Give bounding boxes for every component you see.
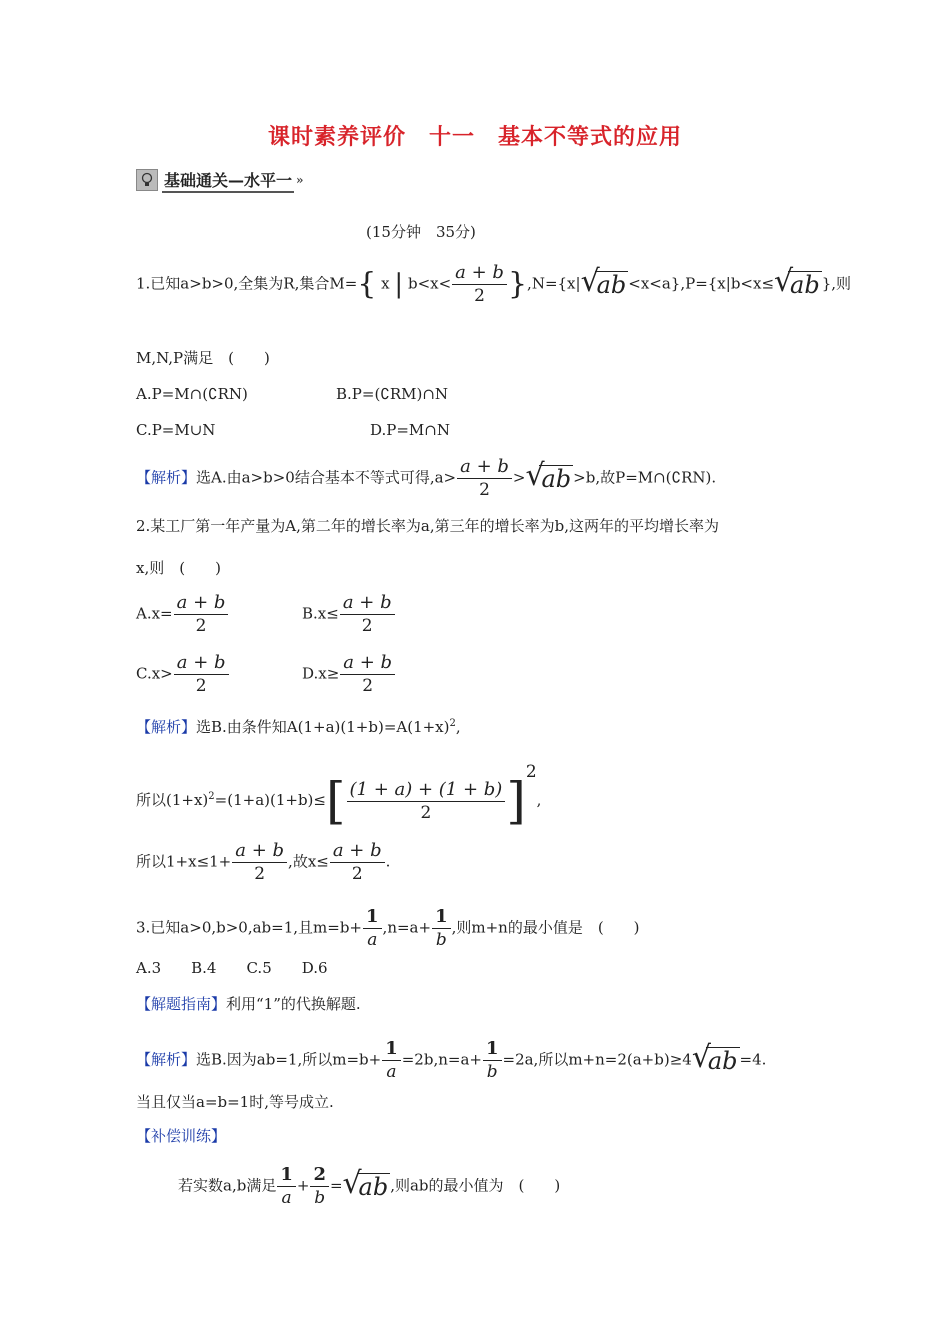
fraction-den: 2	[340, 614, 395, 637]
fraction-den: b	[432, 928, 451, 951]
fraction-1-over-a	[363, 906, 382, 951]
bar-symbol: |	[394, 269, 404, 300]
q1-option-c: C.P=M∪N	[136, 421, 216, 439]
q3-analysis	[136, 1038, 766, 1083]
set-cond: b<x<	[407, 274, 452, 293]
analysis-text: ,故x≤	[288, 852, 329, 871]
q2-option-d	[302, 652, 396, 697]
bracket-close: ]	[506, 772, 526, 830]
fraction-2-over-b	[310, 1164, 329, 1209]
page-title: 课时素养评价 十一 基本不等式的应用	[267, 125, 682, 150]
set-var: x	[381, 274, 390, 293]
radical-sign: √	[342, 1166, 362, 1201]
fraction-num: a + b	[342, 592, 392, 613]
bracket-open: [	[325, 772, 346, 830]
analysis-text: >b,故P=M∩(∁RN).	[573, 468, 717, 487]
q1-option-d: D.P=M∩N	[370, 421, 450, 439]
analysis-text: 选A.由a>b>0结合基本不等式可得,a>	[196, 468, 457, 487]
fraction-a-plus-b-over-2	[452, 262, 507, 307]
analysis-text: ,	[455, 718, 461, 736]
practice-tag: 【补偿训练】	[136, 1127, 227, 1145]
analysis-text: =2a,所以m+n=2(a+b)≥4	[502, 1050, 692, 1069]
q3-stem	[136, 906, 640, 951]
practice-question	[178, 1164, 560, 1209]
fraction-den: 2	[452, 284, 507, 307]
fraction-num: a + b	[343, 652, 393, 673]
q1-stem-line2: M,N,P满足 ( )	[136, 349, 270, 367]
fraction-num: 1	[435, 906, 448, 927]
fraction-den: b	[310, 1186, 329, 1209]
q2-analysis-line1	[136, 714, 461, 737]
radicand: ab	[358, 1173, 389, 1201]
lightbulb-icon	[136, 169, 158, 191]
analysis-tag: 【解析】	[136, 468, 197, 487]
fraction-num: a + b	[332, 840, 382, 861]
fraction-1-over-a	[382, 1038, 401, 1083]
analysis-tag: 【解析】	[136, 1050, 197, 1069]
fraction-num: 2	[313, 1164, 326, 1185]
q2-option-c	[136, 652, 230, 697]
fraction-num: a + b	[455, 262, 504, 283]
fraction-a-plus-b-over-2	[330, 840, 385, 885]
p-set-text: <x<a},P={x|b<x≤	[628, 274, 775, 293]
fraction-a-plus-b-over-2	[457, 456, 512, 501]
fraction-den: 2	[457, 478, 512, 501]
fraction-num: a + b	[176, 592, 226, 613]
q3-practice-tag	[136, 1126, 226, 1146]
fraction-den: 2	[330, 862, 385, 885]
fraction-den: 2	[174, 614, 229, 637]
fraction-num: (1 + a) + (1 + b)	[349, 778, 503, 800]
q3-guide	[136, 994, 361, 1014]
radical-sign: √	[774, 264, 794, 299]
exponent: 2	[449, 718, 456, 729]
analysis-text: =2b,n=a+	[401, 1050, 482, 1069]
q2-analysis-line2: 所以$(1+x)^2=(1+a)(1+b)\le$[ $\frac{(1 + a) + (1 + b)}{2}$ ]$^2$,	[136, 762, 542, 830]
q3-options: A.3 B.4 C.5 D.6	[136, 959, 328, 977]
q1-stem-line1	[136, 262, 851, 307]
q1-analysis: 【解析】选A.由a>b>0结合基本不等式可得,a> $\frac{a + b}{2}$ > √ ab >b,故P=M∩(∁RN).	[136, 456, 717, 500]
fraction-num: 1	[366, 906, 379, 927]
practice-text: ,则ab的最小值为 ( )	[390, 1176, 561, 1195]
exponent: 2	[525, 762, 537, 782]
radical-sign: √	[525, 458, 545, 493]
fraction-1-over-a	[277, 1164, 296, 1209]
guide-tag: 【解题指南】	[136, 995, 227, 1013]
sqrt-ab	[342, 1166, 391, 1201]
guide-text: 利用“1”的代换解题.	[226, 995, 361, 1013]
q3-text: 3.已知a>0,b>0,ab=1,且m=b+	[136, 918, 363, 937]
q3-text: ,则m+n的最小值是 ( )	[451, 918, 640, 937]
q1-option-a: A.P=M∩(∁RN)	[136, 385, 248, 403]
radicand: ab	[707, 1047, 738, 1075]
option-label: B.x≤	[302, 604, 339, 623]
option-label: A.x=	[136, 604, 173, 623]
fraction-num: 1	[280, 1164, 293, 1185]
section-banner	[136, 168, 304, 192]
double-chevron-icon: »	[296, 173, 304, 187]
radicand: ab	[790, 271, 820, 299]
radical-sign: √	[580, 264, 600, 299]
fraction-1-over-b	[483, 1038, 502, 1083]
sqrt-ab	[691, 1040, 740, 1075]
brace-open: {	[357, 266, 377, 302]
q2-stem-line1: 2.某工厂第一年产量为A,第二年的增长率为a,第三年的增长率为b,这两年的平均增长率为	[136, 517, 719, 535]
fraction-a-plus-b-over-2	[340, 592, 395, 637]
analysis-text: 所以(1+x)	[136, 791, 209, 809]
sqrt-ab	[525, 458, 573, 493]
option-label: D.x≥	[302, 664, 340, 683]
analysis-text: .	[385, 852, 391, 871]
fraction-1-over-b	[432, 906, 451, 951]
analysis-text: 选B.因为ab=1,所以m=b+	[196, 1050, 382, 1069]
fraction-den: 2	[340, 674, 395, 697]
q2-analysis-line3	[136, 840, 390, 885]
fraction-a-plus-b-over-2	[232, 840, 287, 885]
fraction-sum-over-2	[347, 779, 506, 824]
fraction-num: 1	[385, 1038, 398, 1059]
fraction-den: a	[363, 928, 382, 951]
fraction-den: a	[382, 1060, 401, 1083]
option-label: C.x>	[136, 664, 173, 683]
fraction-a-plus-b-over-2	[174, 592, 229, 637]
q1-option-b: B.P=(∁RM)∩N	[336, 385, 449, 403]
radicand: ab	[596, 271, 627, 299]
q2-option-b	[302, 592, 396, 637]
exponent: 2	[208, 791, 215, 802]
practice-text: +	[296, 1176, 310, 1195]
analysis-text: =(1+a)(1+b)≤	[214, 791, 326, 809]
practice-text: =	[329, 1176, 343, 1195]
radical-sign: √	[691, 1040, 711, 1075]
analysis-text: =4.	[739, 1050, 767, 1069]
q3-equality-note: 当且仅当a=b=1时,等号成立.	[136, 1093, 334, 1111]
fraction-a-plus-b-over-2	[174, 652, 229, 697]
q3-text: ,n=a+	[382, 918, 432, 937]
section-title: 基础通关—水平一	[162, 168, 294, 193]
fraction-num: a + b	[460, 456, 509, 477]
sqrt-ab	[580, 264, 629, 299]
q2-option-a	[136, 592, 229, 637]
brace-close: }	[507, 266, 528, 302]
radicand: ab	[541, 465, 572, 493]
analysis-text: 所以1+x≤1+	[136, 852, 232, 871]
practice-text: 若实数a,b满足	[178, 1176, 277, 1195]
fraction-den: 2	[232, 862, 287, 885]
q1-end-text: },则	[821, 274, 852, 293]
q1-stem-text: 1.已知a>b>0,全集为R,集合M=	[136, 274, 358, 293]
fraction-num: a + b	[235, 840, 285, 861]
fraction-den: b	[483, 1060, 502, 1083]
q2-stem-line2: x,则 ( )	[136, 559, 221, 577]
fraction-den: a	[277, 1186, 296, 1209]
time-note: (15分钟 35分)	[366, 223, 476, 241]
analysis-text: 选B.由条件知A(1+a)(1+b)=A(1+x)	[196, 718, 450, 736]
fraction-a-plus-b-over-2	[340, 652, 395, 697]
fraction-den: 2	[347, 801, 506, 824]
fraction-num: 1	[485, 1038, 499, 1059]
fraction-den: 2	[174, 674, 229, 697]
analysis-tag: 【解析】	[136, 718, 197, 736]
sqrt-ab	[774, 264, 822, 299]
n-set-text: ,N={x|	[527, 274, 581, 293]
fraction-num: a + b	[176, 652, 226, 673]
